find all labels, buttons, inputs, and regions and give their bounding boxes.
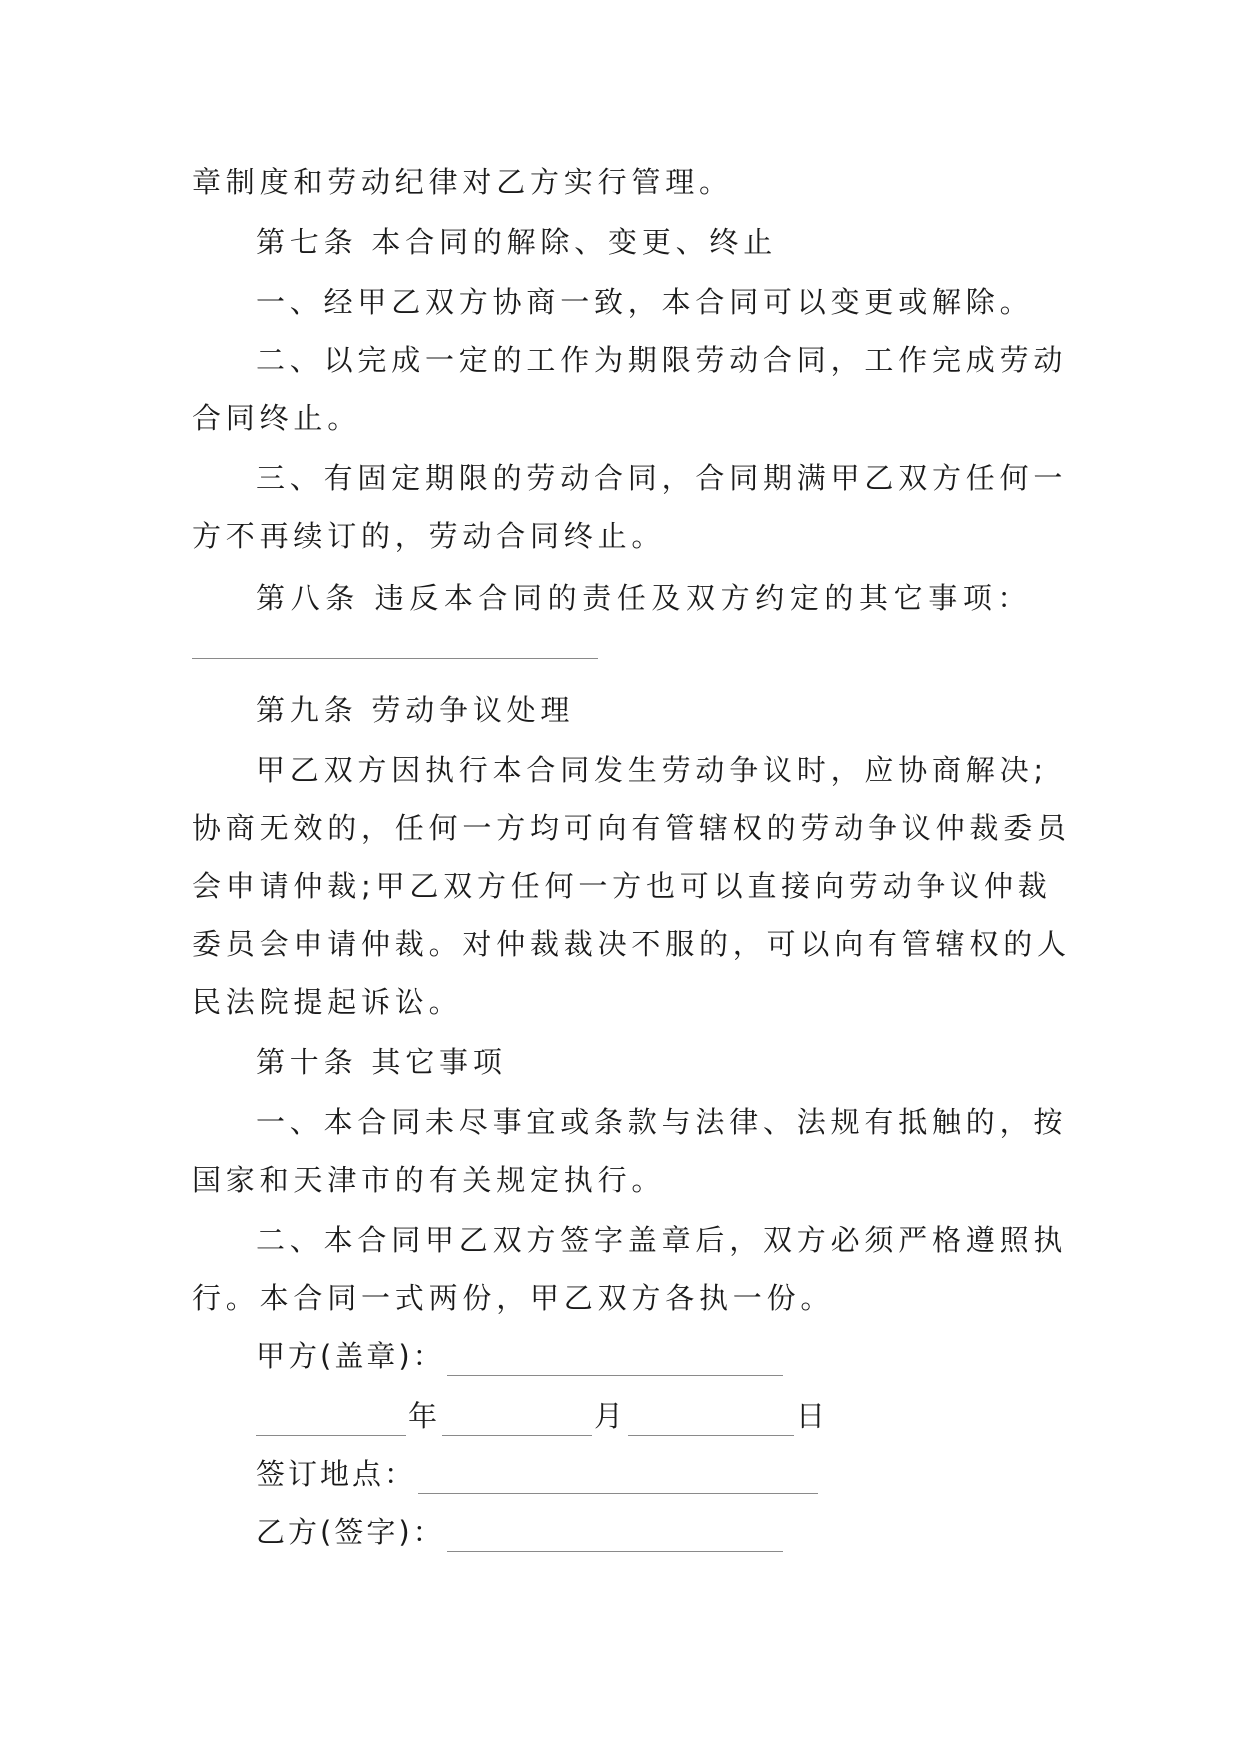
paragraph-line: 方不再续订的，劳动合同终止。: [192, 519, 666, 553]
month-label: 月: [594, 1399, 627, 1433]
date-line: [256, 1396, 828, 1436]
paragraph-line: 行。本合同一式两份，甲乙双方各执一份。: [192, 1281, 835, 1315]
paragraph-line: 三、有固定期限的劳动合同，合同期满甲乙双方任何一: [256, 461, 1068, 495]
paragraph-line: 章制度和劳动纪律对乙方实行管理。: [192, 165, 733, 199]
paragraph-line: 二、以完成一定的工作为期限劳动合同，工作完成劳动: [256, 343, 1068, 377]
fill-in-blank-line: [192, 658, 598, 659]
article-heading: 第八条 违反本合同的责任及双方约定的其它事项：: [256, 581, 1033, 615]
party-b-signature-line: [256, 1512, 785, 1552]
article-heading: 第七条 本合同的解除、变更、终止: [256, 225, 778, 259]
year-label: 年: [408, 1399, 441, 1433]
party-a-blank[interactable]: [447, 1345, 783, 1376]
paragraph-line: 甲乙双方因执行本合同发生劳动争议时，应协商解决;: [256, 753, 1048, 787]
day-label: 日: [796, 1399, 829, 1433]
party-b-label: 乙方(签字)：: [256, 1515, 445, 1549]
signing-place-label: 签订地点：: [256, 1457, 417, 1491]
article-heading: 第九条 劳动争议处理: [256, 693, 575, 727]
paragraph-line: 协商无效的，任何一方均可向有管辖权的劳动争议仲裁委员: [192, 811, 1071, 845]
paragraph-line: 国家和天津市的有关规定执行。: [192, 1163, 666, 1197]
article-heading: 第十条 其它事项: [256, 1045, 507, 1079]
party-b-blank[interactable]: [447, 1521, 783, 1552]
signing-place-line: [256, 1454, 820, 1494]
paragraph-line: 会申请仲裁;甲乙双方任何一方也可以直接向劳动争议仲裁: [192, 869, 1052, 903]
paragraph-line: 委员会申请仲裁。对仲裁裁决不服的，可以向有管辖权的人: [192, 927, 1071, 961]
paragraph-line: 一、经甲乙双方协商一致，本合同可以变更或解除。: [256, 285, 1034, 319]
signing-place-blank[interactable]: [418, 1463, 818, 1494]
paragraph-line: 二、本合同甲乙双方签字盖章后，双方必须严格遵照执: [256, 1223, 1068, 1257]
paragraph-line: 一、本合同未尽事宜或条款与法律、法规有抵触的，按: [256, 1105, 1068, 1139]
month-blank[interactable]: [442, 1405, 592, 1436]
paragraph-line: 合同终止。: [192, 401, 362, 435]
day-blank[interactable]: [628, 1405, 794, 1436]
party-a-signature-line: [256, 1336, 785, 1376]
year-blank[interactable]: [256, 1405, 406, 1436]
party-a-label: 甲方(盖章)：: [256, 1339, 445, 1373]
paragraph-line: 民法院提起诉讼。: [192, 985, 463, 1019]
